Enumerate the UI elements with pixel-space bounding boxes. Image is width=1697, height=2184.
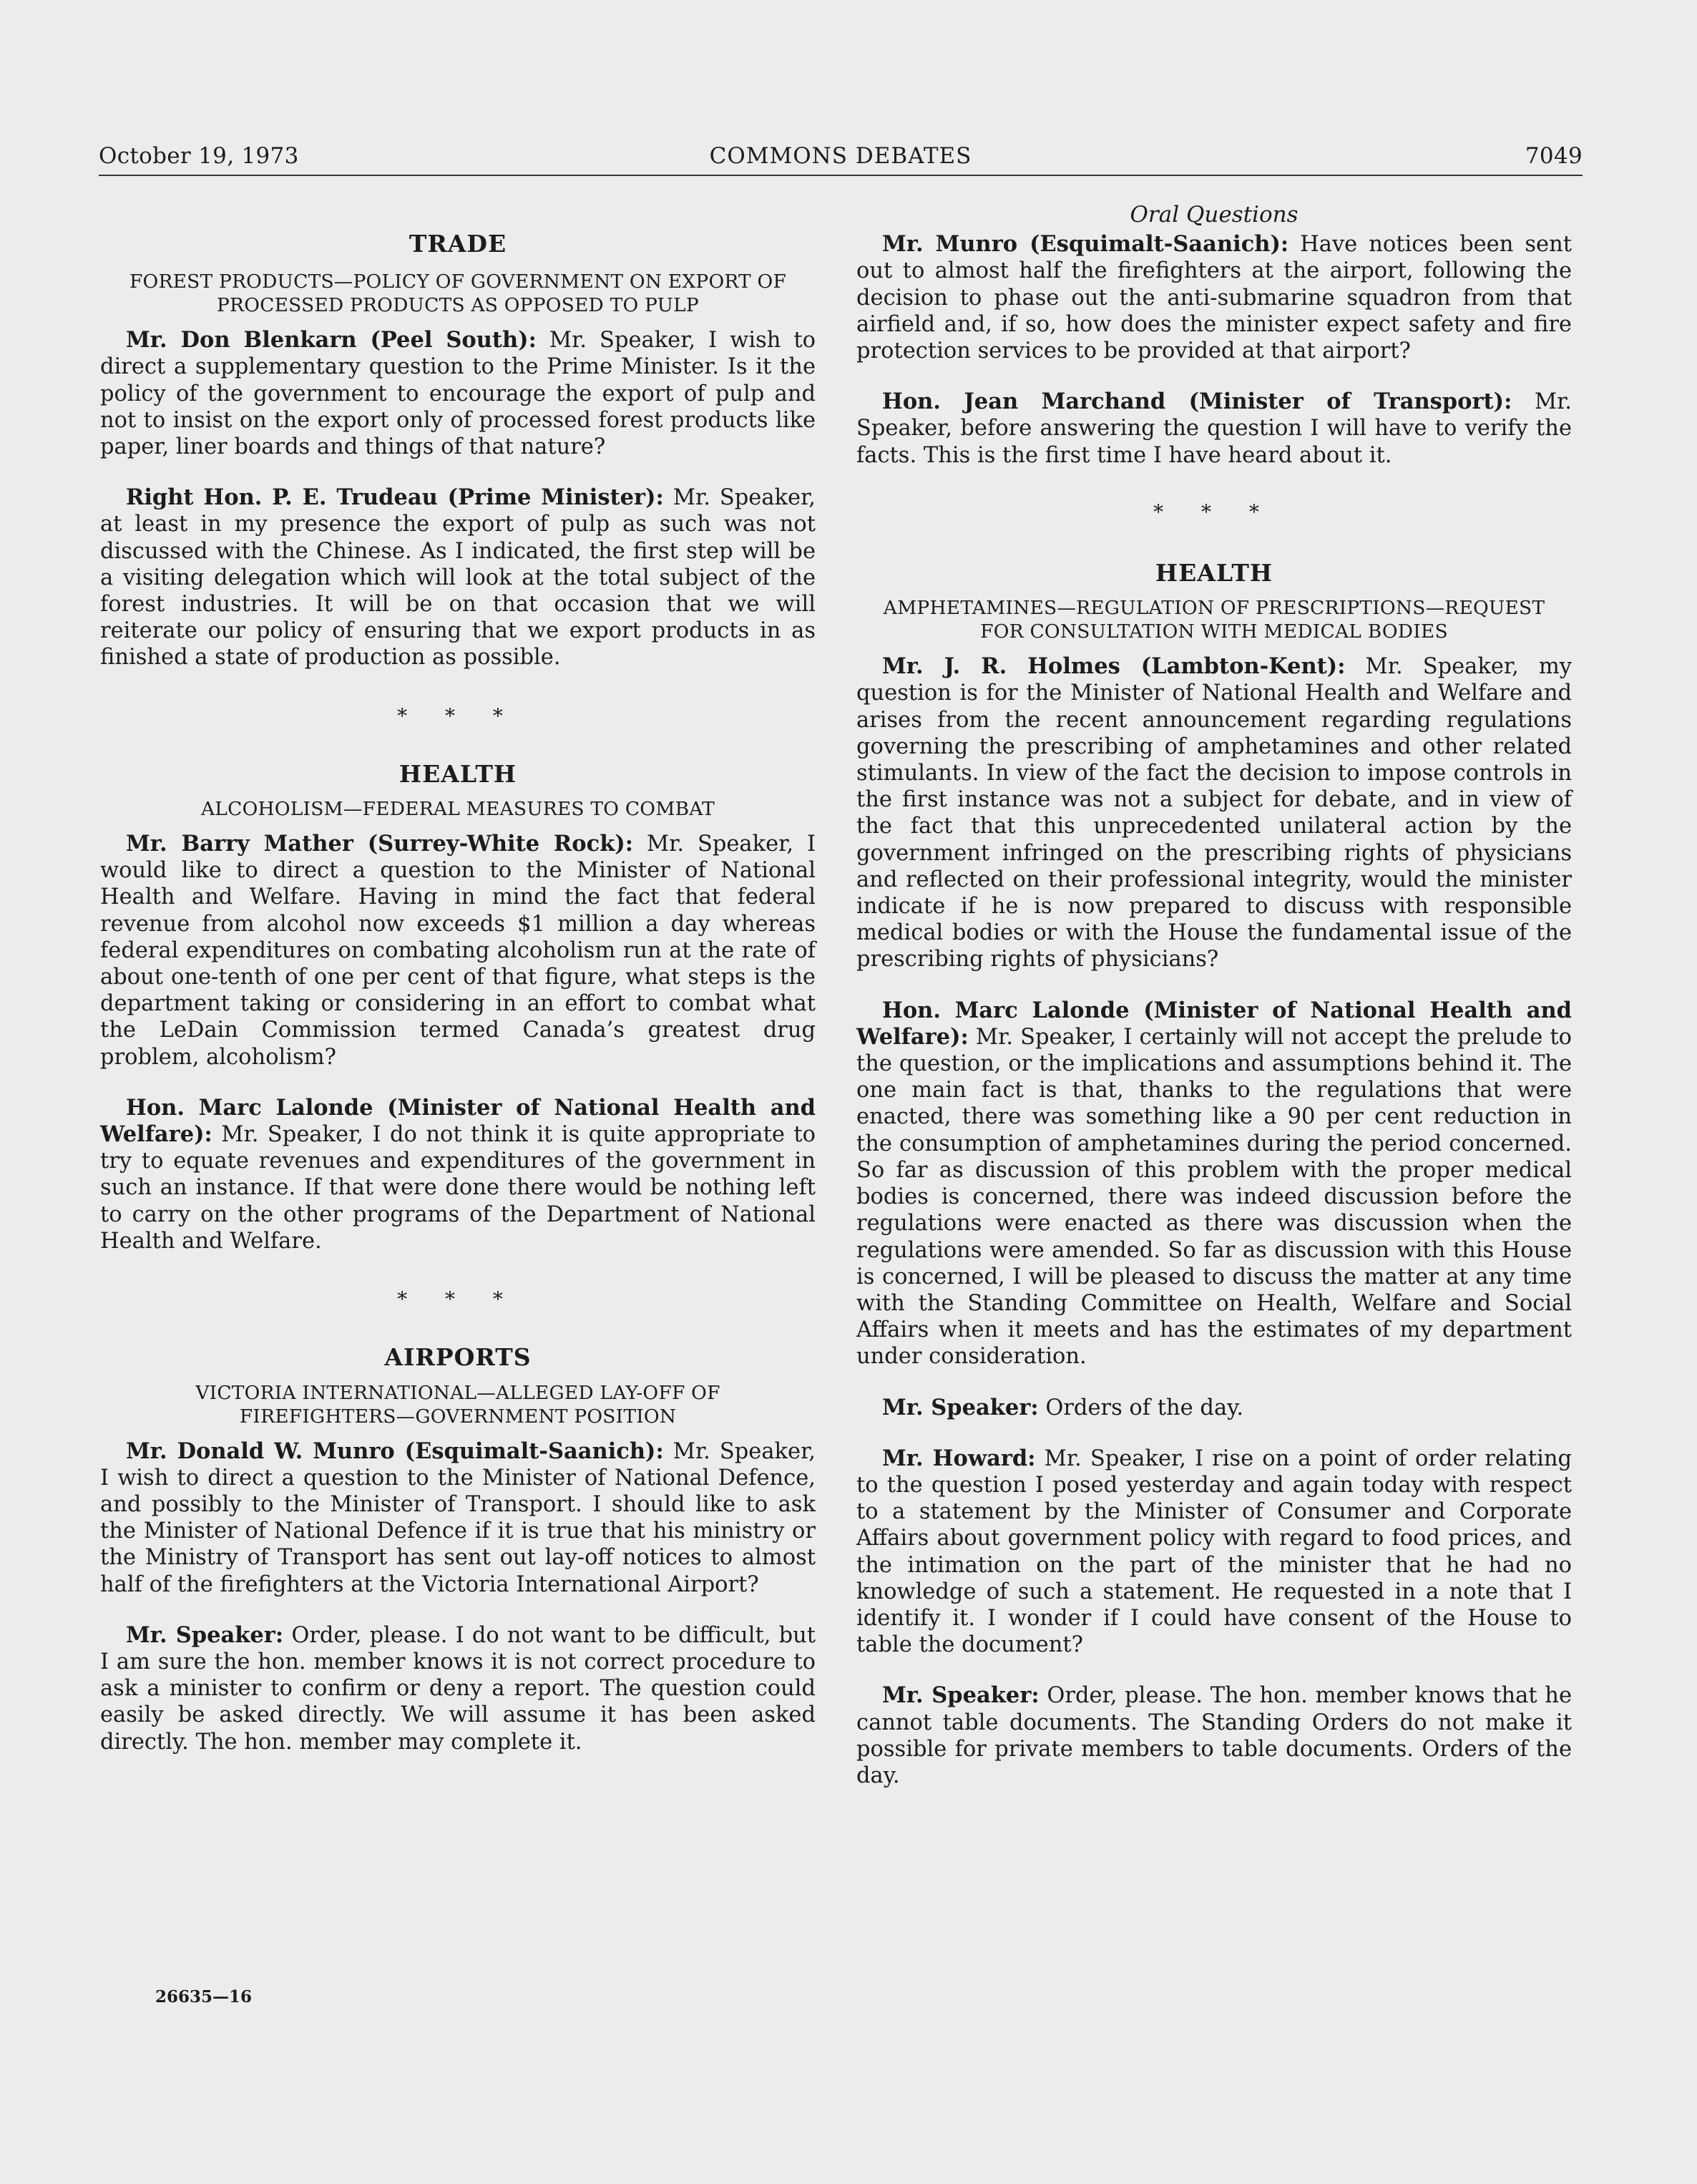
- speaker-name: Hon. Marc Lalonde (Minister of National Health and Welfare):: [856, 997, 1572, 1050]
- speech-text: Mr. Speaker, before answering the question I will have to verify the facts. This is the first time I have heard about it.: [856, 389, 1572, 468]
- speaker-name: Mr. Munro (Esquimalt-Saanich):: [882, 231, 1289, 258]
- speech-lalonde-amphetamines: [856, 998, 1572, 1370]
- speech-munro-followup: [856, 231, 1572, 364]
- header-title: COMMONS DEBATES: [709, 143, 972, 169]
- speaker-name: Hon. Jean Marchand (Minister of Transport):: [882, 389, 1512, 415]
- speech-text: Mr. Speaker, I wish to direct a supplementary question to the Prime Minister. Is it the policy of the government to encourage the export of pulp and not to insist on the export only of processed forest products like paper, liner boards and things of that nature?: [100, 328, 816, 460]
- speech-speaker-orders: [856, 1395, 1572, 1421]
- speech-text: Mr. Speaker, I would like to direct a question to the Minister of National Health and Welfare. Having in mind the fact that federal revenue from alcohol now exceeds $1 million a day whereas federal expenditures on combating alcoholism run at the rate of about one-tenth of one per cent of that figure, what steps is the department taking or considering in an effort to combat what the LeDain Commission termed Canada’s greatest drug problem, alcoholism?: [100, 832, 816, 1070]
- speaker-name: Mr. Howard:: [882, 1445, 1036, 1471]
- speech-text: Mr. Speaker, I certainly will not accept the prelude to the question, or the implications and assumptions behind it. The one main fact is that, thanks to the regulations that were enacted, there was something like a 90 per cent reduction in the consumption of amphetamines during the period concerned. So far as discussion of this problem with the proper medical bodies is concerned, there was indeed discussion before the regulations were enacted as there was discussion when the regulations were amended. So far as discussion with this House is concerned, I will be pleased to discuss the matter at any time with the Standing Committee on Health, Welfare and Social Affairs when it meets and has the estimates of my department under consideration.: [856, 1024, 1572, 1370]
- speech-blenkarn: [100, 327, 816, 460]
- speech-mather: [100, 831, 816, 1071]
- section-separator: * * *: [1153, 499, 1275, 524]
- left-column: [100, 193, 816, 1755]
- page-header: [99, 140, 1583, 176]
- speaker-name: Mr. Speaker:: [882, 1682, 1040, 1709]
- subhead-victoria-international: VICTORIA INTERNATIONAL—ALLEGED LAY-OFF OF FIREFIGHTERS—GOVERNMENT POSITION: [195, 1381, 720, 1428]
- subhead-amphetamines: AMPHETAMINES—REGULATION OF PRESCRIPTIONS—REQUEST FOR CONSULTATION WITH MEDICAL BODIES: [883, 597, 1545, 643]
- speech-holmes: [856, 653, 1572, 972]
- speaker-name: Right Hon. P. E. Trudeau (Prime Minister):: [126, 484, 664, 511]
- speech-text: Have notices been sent out to almost half the firefighters at the airport, following the decision to phase out the anti-submarine squadron from that airfield and, if so, how does the minister expect safety and fire protection services to be provided at that airport?: [856, 232, 1572, 364]
- speech-marchand: [856, 389, 1572, 469]
- section-title-trade: TRADE: [409, 230, 507, 258]
- speech-text: Order, please. I do not want to be difficult, but I am sure the hon. member knows it is not correct procedure to ask a minister to confirm or deny a report. The question could easily be asked directly. We will assume it has been asked directly. The hon. member may complete it.: [100, 1622, 816, 1755]
- section-separator: * * *: [397, 703, 519, 728]
- section-title-health: HEALTH: [1155, 559, 1273, 588]
- speech-lalonde: [100, 1095, 816, 1254]
- speech-speaker-table-docs: [856, 1682, 1572, 1789]
- subhead-alcoholism: ALCOHOLISM—FEDERAL MEASURES TO COMBAT: [200, 798, 715, 821]
- subhead-forest-products: FOREST PRODUCTS—POLICY OF GOVERNMENT ON EXPORT OF PROCESSED PRODUCTS AS OPPOSED TO PULP: [129, 270, 787, 317]
- speaker-name: Mr. Don Blenkarn (Peel South):: [126, 327, 537, 354]
- speech-text: Mr. Speaker, I do not think it is quite appropriate to try to equate revenues and expenditures of the government in such an instance. If that were done there would be nothing left to carry on the other programs of the Department of National Health and Welfare.: [100, 1122, 816, 1254]
- printer-code: 26635—16: [155, 1987, 253, 2007]
- speaker-name: Mr. Speaker:: [126, 1622, 284, 1648]
- speech-speaker: [100, 1622, 816, 1755]
- speech-text: Mr. Speaker, my question is for the Minister of National Health and Welfare and arises from the recent announcement regarding regulations governing the prescribing of amphetamines and other related stimulants. In view of the fact the decision to impose controls in the first instance was not a subject for debate, and in view of the fact that this unprecedented unilateral action by the government infringed on the prescribing rights of physicians and reflected on their professional integrity, would the minister indicate if he is now prepared to discuss with responsible medical bodies or with the House the fundamental issue of the prescribing rights of physicians?: [856, 654, 1572, 972]
- speaker-name: Mr. Speaker:: [882, 1394, 1039, 1420]
- speech-munro: [100, 1438, 816, 1598]
- speech-text: Mr. Speaker, I rise on a point of order relating to the question I posed yesterday and again today with respect to a statement by the Minister of Consumer and Corporate Affairs about government policy with regard to food prices, and the intimation on the part of the minister that he had no knowledge of such a statement. He requested in a note that I identify it. I wonder if I could have consent of the House to table the document?: [856, 1446, 1572, 1658]
- speech-howard: [856, 1446, 1572, 1659]
- running-head: Oral Questions: [1130, 202, 1299, 228]
- header-date: October 19, 1973: [99, 143, 299, 169]
- speaker-name: Hon. Marc Lalonde (Minister of National Health and Welfare):: [100, 1094, 816, 1148]
- speaker-name: Mr. Donald W. Munro (Esquimalt-Saanich):: [126, 1438, 664, 1464]
- speech-text: Order, please. The hon. member knows that he cannot table documents. The Standing Orders do not make it possible for private members to table documents. Orders of the day.: [856, 1683, 1573, 1788]
- header-page-number: 7049: [1525, 143, 1583, 169]
- speech-trudeau: [100, 484, 816, 671]
- section-title-health: HEALTH: [398, 759, 517, 788]
- speech-text: Orders of the day.: [1038, 1395, 1244, 1420]
- right-column: [856, 193, 1572, 1789]
- speaker-name: Mr. Barry Mather (Surrey-White Rock):: [126, 831, 634, 857]
- speaker-name: Mr. J. R. Holmes (Lambton-Kent):: [882, 653, 1346, 680]
- section-title-airports: AIRPORTS: [384, 1343, 532, 1372]
- section-separator: * * *: [397, 1287, 519, 1312]
- speech-text: Mr. Speaker, I wish to direct a question to the Minister of National Defence, and possibly to the Minister of Transport. I should like to ask the Minister of National Defence if it is true that his ministry or the Ministry of Transport has sent out lay-off notices to almost half of the firefighters at the Victoria International Airport?: [100, 1438, 816, 1597]
- speech-text: Mr. Speaker, at least in my presence the export of pulp as such was not discussed with the Chinese. As I indicated, the first step will be a visiting delegation which will look at the total subject of the forest industries. It will be on that occasion that we will reiterate our policy of ensuring that we export products in as finished a state of production as possible.: [100, 485, 816, 671]
